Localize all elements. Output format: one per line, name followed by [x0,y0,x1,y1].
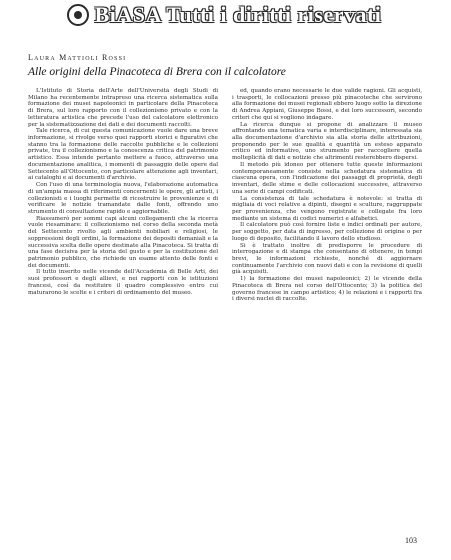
article-author: Laura Mattioli Rossi [28,53,127,62]
article-title: Alle origini della Pinacoteca di Brera con il calcolatore [28,66,286,78]
paragraph: Con l'uso di una terminologia nuova, l'elaborazione automatica di un'ampia massa di riferimenti concernenti le opere, gli artisti, i collezionisti e i luoghi permette di ricostruire le provenienze e di verificare le notizie tramandate dalle fonti, offrendo uno strumento di consultazione rapido e aggiornabile. [28,182,218,215]
watermark-text: BiASA Tutti i diritti riservati [94,2,382,27]
paragraph: Il metodo più idoneo per ottenere tutte queste informazioni contemporaneamente consiste nella schedatura sistematica di ciascuna opera, con l'indicazione dei passaggi di proprietà, degli inventari, delle stime e delle collocazioni successive, attraverso una serie di campi codificati. [232,161,422,195]
paragraph: Tale ricerca, di cui questa comunicazione vuole dare una breve informazione, si rivolge verso quei rapporti storici e figurativi che stanno tra la formazione delle raccolte pubbliche e le collezioni private, tra il collezionismo e la conoscenza critica del patrimonio artistico. Essa intende pertanto mettere a fuoco, attraverso una documentazione analitica, i momenti di passaggio delle opere dal Settecento all'Ottocento, con particolare attenzione agli inventari, ai cataloghi e ai documenti d'archivio. [28,128,218,182]
biasa-logo-icon [67,4,89,26]
paragraph: L'Istituto di Storia dell'Arte dell'Università degli Studi di Milano ha recentemente intrapreso una ricerca sistematica sulla formazione dei musei napoleonici in particolare della Pinacoteca di Brera, sul loro rapporto con il collezionismo privato e con la letteratura artistica che precede l'uso del calcolatore elettronico per la sistematizzazione dei dati e dei documenti raccolti. [28,88,218,128]
paragraph: 1) la formazione dei musei napoleonici; 2) le vicende della Pinacoteca di Brera nel corso dell'Ottocento; 3) la politica del governo francese in campo artistico; 4) le relazioni e i rapporti fra i diversi nuclei di raccolte. [232,276,422,303]
paragraph: Riassumerò per sommi capi alcuni collegamenti che la ricerca vuole riesaminare: il collezionismo nel corso della seconda metà del Settecento rivolto agli ambienti nobiliari e religiosi, le soppressioni degli ordini, la formazione dei depositi demaniali e la successiva scelta delle opere destinate alla Pinacoteca. Si tratta di una fase decisiva per la storia del gusto e per la costituzione del patrimonio pubblico, che richiede un esame attento delle fonti e dei documenti. [28,215,218,269]
paragraph: La consistenza di tale schedatura è notevole: si tratta di migliaia di voci relative a dipinti, disegni e sculture, raggruppate per provenienza, che vengono registrate e collegate fra loro mediante un sistema di codici numerici e alfabetici. [232,195,422,222]
paragraph: La ricerca dunque si propone di analizzare il museo affrontando una tematica varia e interdisciplinare, interessata sia alla documentazione d'archivio sia alla storia delle attribuzioni, proponendo per le sue qualità e quantità un esteso apparato critico ed informativo, uno strumento per raccogliere quella molteplicità di dati e notizie che altrimenti resterebbero dispersi. [232,121,422,162]
paragraph: ed, quando erano necessarie le due valide ragioni. Gli acquisti, i trasporti, le collocazioni presso più pinacoteche che servirono alla formazione dei musei regionali ebbero luogo sotto la direzione di Andrea Appiani, Giuseppe Bossi, e dei loro successori, secondo criteri che qui si vogliono indagare. [232,88,422,121]
paragraph: Il calcolatore può così fornire liste e indici ordinati per autore, per soggetto, per data di ingresso, per collezione di origine o per luogo di deposito, facilitando il lavoro dello studioso. [232,222,422,242]
page-number: 103 [405,536,417,545]
watermark-banner [18,0,430,30]
text-column-right [232,88,422,534]
text-column-left [28,88,218,534]
paragraph: Si è trattato inoltre di predisporre le procedure di interrogazione e di stampa che consentano di ottenere, in tempi brevi, le informazioni richieste, nonché di aggiornare continuamente l'archivio con nuovi dati e con la revisione di quelli già acquisiti. [232,242,422,276]
paragraph: Il tutto inserito nelle vicende dell'Accademia di Belle Arti, dei suoi professori e degli allievi, e nei rapporti con le istituzioni francesi, così da restituire il quadro complessivo entro cui maturarono le scelte e i criteri di ordinamento del museo. [28,269,218,296]
